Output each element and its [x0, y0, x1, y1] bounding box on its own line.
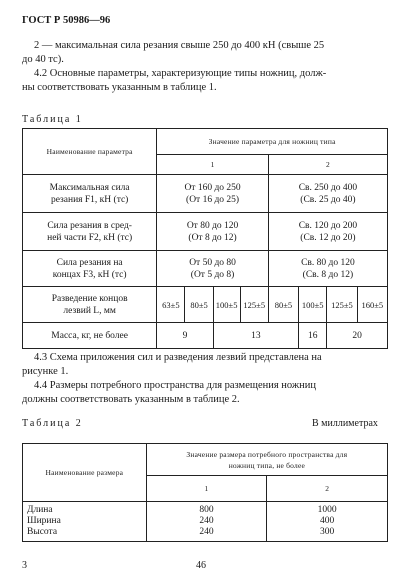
- table2-head-value: Значение размера потребного пространства для ножниц типа, не более: [146, 444, 387, 476]
- page-footer-left: 3: [22, 560, 27, 571]
- table-1: [22, 128, 388, 349]
- table1-cell: 125±5: [327, 287, 357, 323]
- table1-cell: Св. 250 до 400 (Св. 25 до 40): [268, 175, 387, 213]
- table1-head-value: Значение параметра для ножниц типа: [157, 129, 388, 155]
- table1-cell: 13: [213, 323, 299, 349]
- table1-type-1: 1: [157, 155, 269, 175]
- table2-caption: Таблица 2: [22, 418, 83, 429]
- paragraph-line: рисунке 1.: [22, 366, 69, 377]
- table1-cell: 16: [299, 323, 327, 349]
- table1-cell: От 160 до 250 (От 16 до 25): [157, 175, 269, 213]
- paragraph-line: 2 — максимальная сила резания свыше 250 до 400 кН (свыше 25: [34, 40, 325, 51]
- table2-col-2: 1000 400 300: [267, 502, 388, 542]
- table1-cell: От 80 до 120 (От 8 до 12): [157, 213, 269, 251]
- table1-cell: Св. 120 до 200 (Св. 12 до 20): [268, 213, 387, 251]
- table-2: [22, 443, 388, 542]
- table1-type-2: 2: [268, 155, 387, 175]
- table1-cell: 20: [327, 323, 388, 349]
- table1-row-label: Сила резания в сред- ней части F2, кН (тс): [23, 213, 157, 251]
- table1-cell: 9: [157, 323, 213, 349]
- table1-cell: 80±5: [185, 287, 213, 323]
- paragraph-line: до 40 тс).: [22, 54, 64, 65]
- table2-type-2: 2: [267, 476, 388, 502]
- table2-labels: Длина Ширина Высота: [23, 502, 147, 542]
- page-number: 46: [196, 560, 206, 571]
- paragraph-line: должны соответствовать указанным в таблице 2.: [22, 394, 240, 405]
- page-header: ГОСТ Р 50986—96: [22, 15, 111, 26]
- table1-caption: Таблица 1: [22, 114, 83, 125]
- table1-cell: 160±5: [357, 287, 387, 323]
- table1-cell: 100±5: [213, 287, 240, 323]
- table1-head-name: Наименование параметра: [23, 129, 157, 175]
- table1-row-label: Сила резания на концах F3, кН (тс): [23, 251, 157, 287]
- table1-cell: 100±5: [299, 287, 327, 323]
- table1-cell: 63±5: [157, 287, 185, 323]
- table1-cell: 125±5: [240, 287, 268, 323]
- table2-type-1: 1: [146, 476, 267, 502]
- paragraph-line: 4.3 Схема приложения сил и разведения лезвий представлена на: [34, 352, 322, 363]
- paragraph-line: ны соответствовать указанным в таблице 1.: [22, 82, 217, 93]
- table1-cell: Св. 80 до 120 (Св. 8 до 12): [268, 251, 387, 287]
- table1-row-label: Масса, кг, не более: [23, 323, 157, 349]
- table2-unit: В миллиметрах: [312, 418, 378, 429]
- table1-row-label: Разведение концов лезвий L, мм: [23, 287, 157, 323]
- paragraph-line: 4.4 Размеры потребного пространства для размещения ножниц: [34, 380, 317, 391]
- table1-cell: 80±5: [268, 287, 298, 323]
- table2-col-1: 800 240 240: [146, 502, 267, 542]
- table1-cell: От 50 до 80 (От 5 до 8): [157, 251, 269, 287]
- paragraph-line: 4.2 Основные параметры, характеризующие типы ножниц, долж-: [34, 68, 327, 79]
- table1-row-label: Максимальная сила резания F1, кН (тс): [23, 175, 157, 213]
- table2-head-name: Наименование размера: [23, 444, 147, 502]
